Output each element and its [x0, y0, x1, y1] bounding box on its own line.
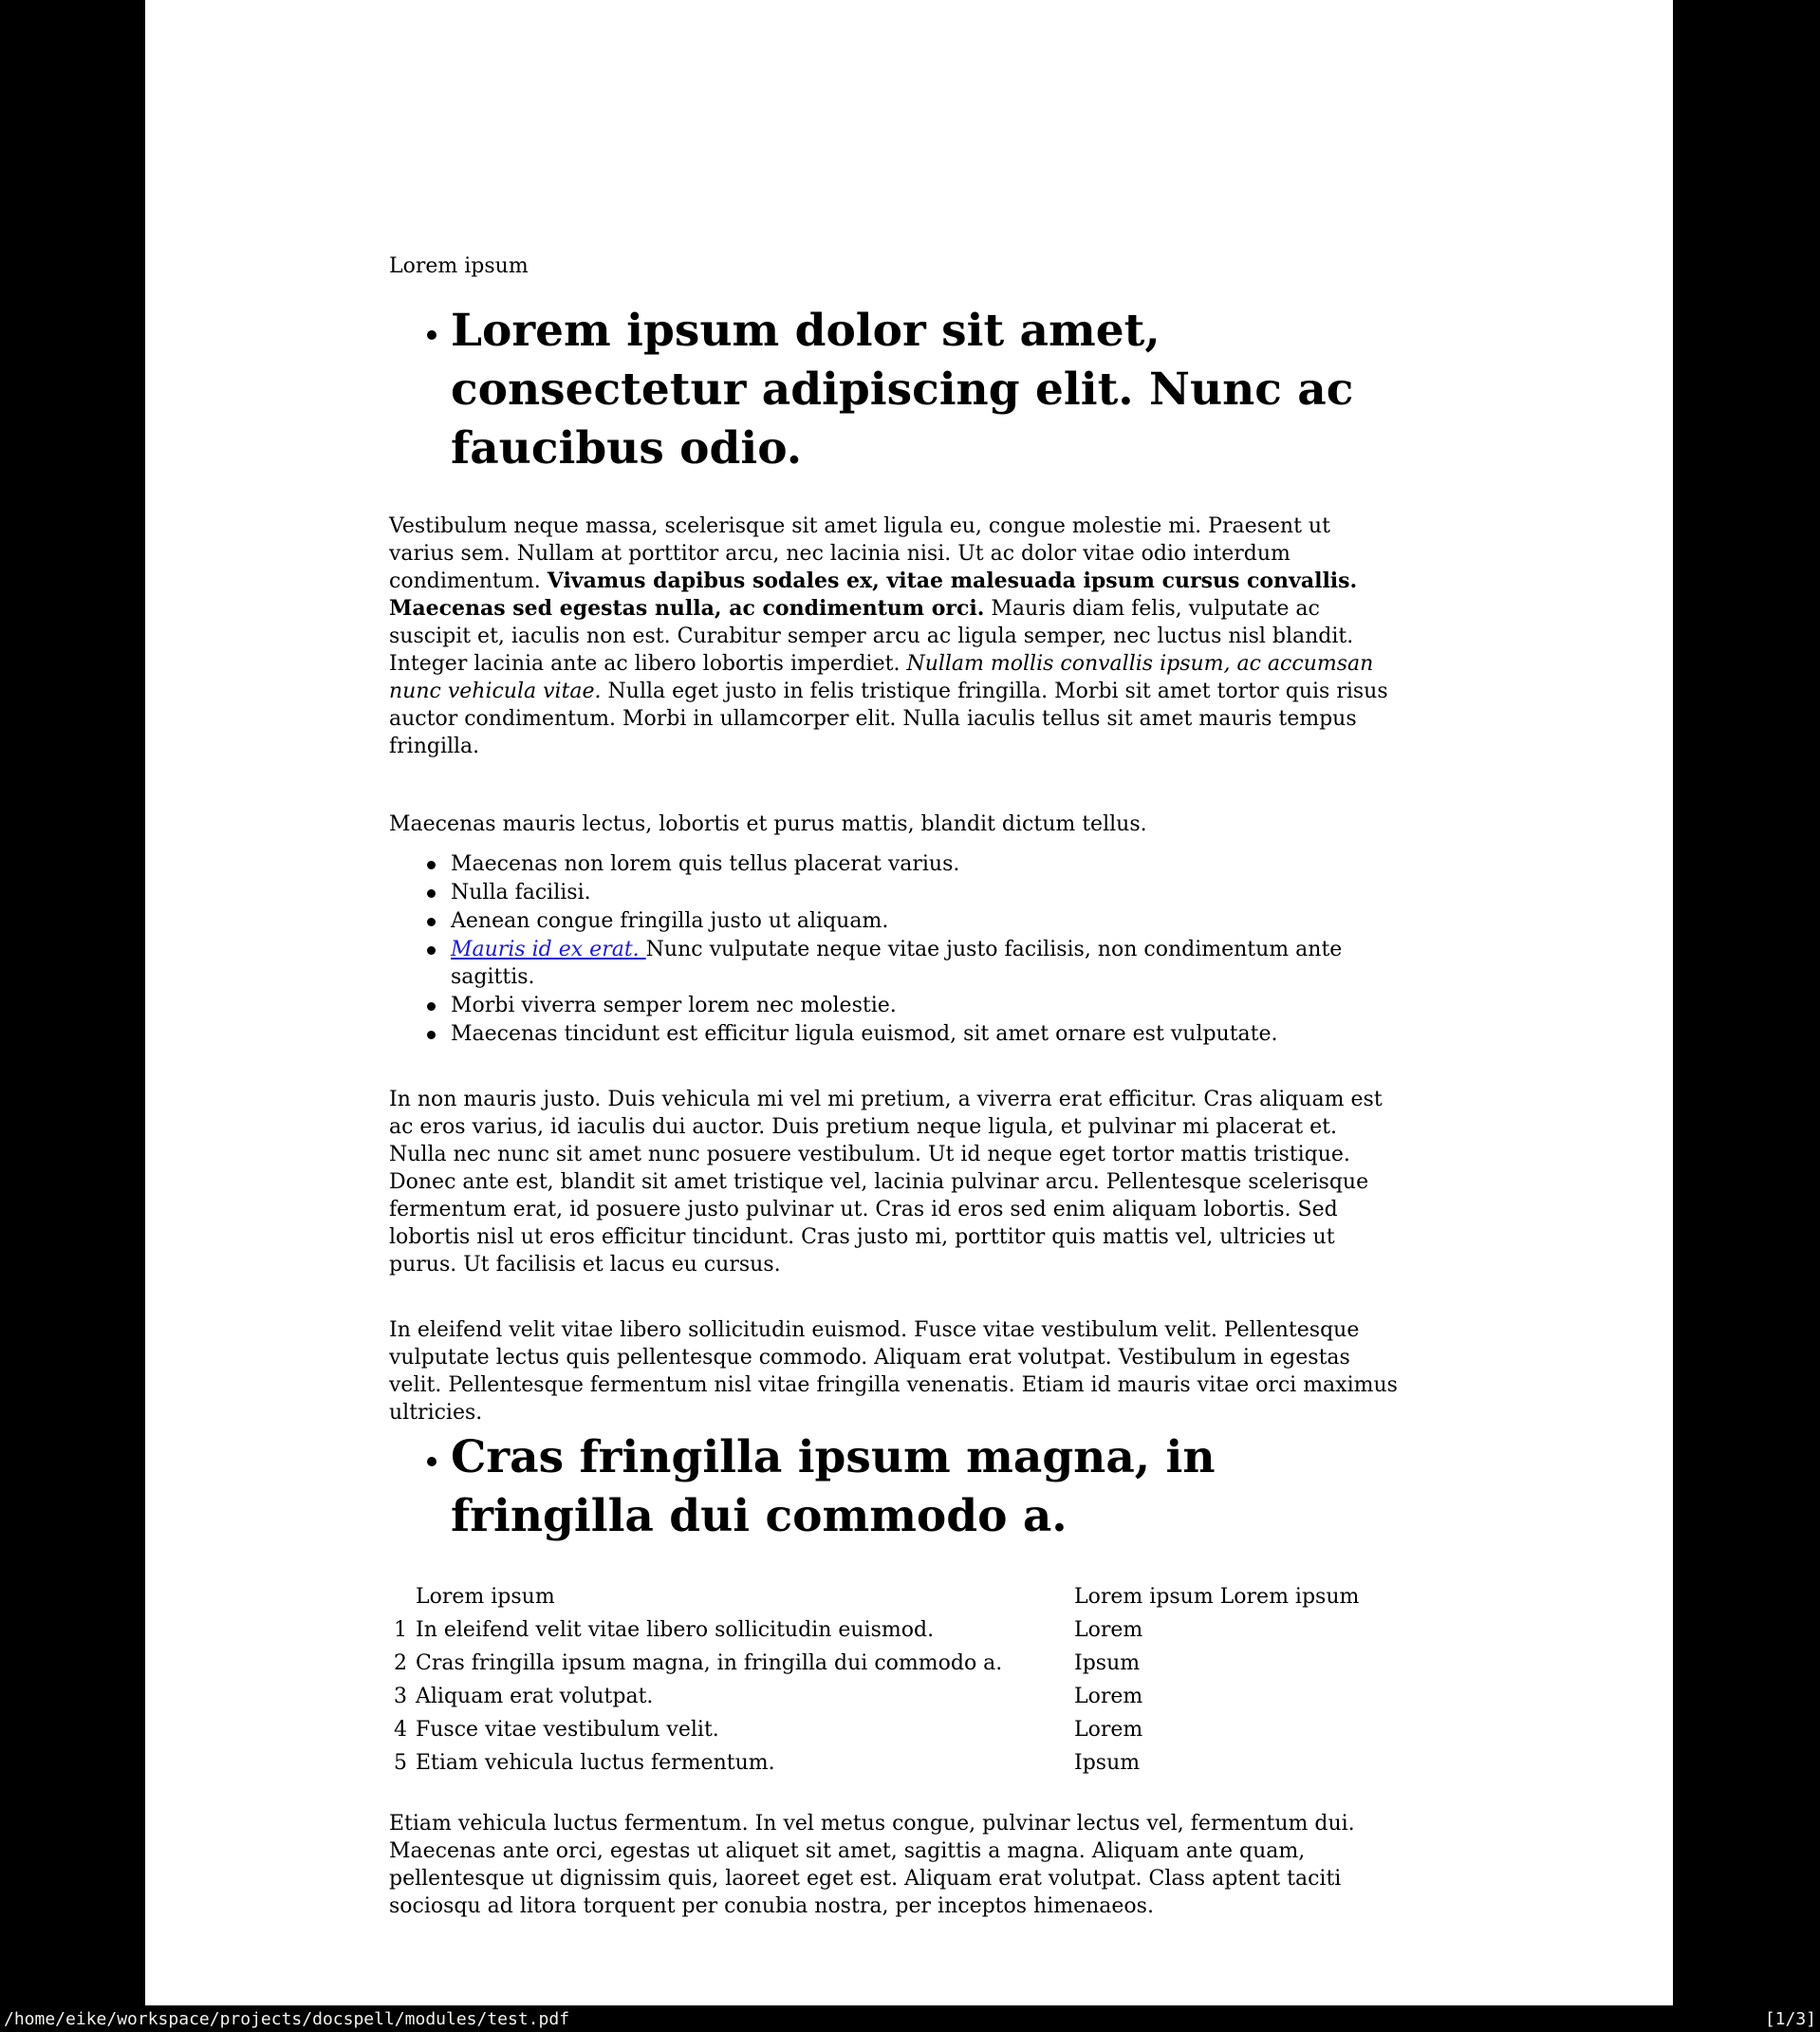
- table-row-num: 3: [394, 1685, 407, 1708]
- table-row-num: 5: [394, 1751, 407, 1775]
- list-item: [427, 879, 1400, 906]
- mauris-link[interactable]: Mauris id ex erat.: [451, 938, 646, 961]
- paragraph-1-text: Nulla eget justo in felis tristique fringilla. Morbi sit amet tortor quis risus auctor condimentum. Morbi in ullamcorper elit. Nulla iaculis tellus sit amet mauris tempus fringilla.: [389, 680, 1388, 758]
- paragraph-3: In non mauris justo. Duis vehicula mi vel mi pretium, a viverra erat efficitur. Cras aliquam est ac eros varius, id iaculis dui auctor. Duis pretium neque ligula, et pulvinar mi placerat et. Nulla nec nunc sit amet nunc posuere vestibulum. Ut id neque eget tortor mattis tristique. Donec ante est, blandit sit amet tristique vel, lacinia pulvinar arcu. Pellentesque scelerisque fermentum erat, id posuere justo pulvinar ut. Cras id eros sed enim aliquam lobortis. Sed lobortis nisl ut eros efficitur tincidunt. Cras justo mi, porttitor quis mattis vel, ultricies ut purus. Ut facilisis et lacus eu cursus.: [389, 1088, 1383, 1277]
- bullet-icon: [427, 1002, 436, 1011]
- heading-1: [427, 302, 1407, 478]
- table-row: [394, 1680, 1400, 1713]
- table-row-value: Ipsum: [1074, 1651, 1141, 1675]
- list-item-text: Morbi viverra semper lorem nec molestie.: [451, 994, 897, 1017]
- pdf-page: [145, 0, 1673, 2005]
- page-indicator: [1/3]: [1764, 2008, 1816, 2029]
- doc-label: Lorem ipsum: [389, 254, 529, 278]
- table-row-text: Cras fringilla ipsum magna, in fringilla dui commodo a.: [416, 1651, 1003, 1675]
- list-item: [427, 850, 1400, 878]
- table-row: [394, 1746, 1400, 1780]
- heading-2-text: [451, 1428, 1216, 1546]
- list-item-text: Maecenas non lorem quis tellus placerat varius.: [451, 852, 960, 876]
- list-item: [427, 1020, 1400, 1048]
- paragraph-1: [389, 513, 1400, 760]
- table-row: [394, 1647, 1400, 1680]
- list-item-text: Nunc vulputate neque vitae justo facilisis, non condimentum ante sagittis.: [451, 938, 1343, 989]
- table-row-text: Fusce vitae vestibulum velit.: [416, 1718, 719, 1742]
- list-item-text: Maecenas tincidunt est efficitur ligula euismod, sit amet ornare est vulputate.: [451, 1022, 1278, 1046]
- heading-2-line: Cras fringilla ipsum magna, in: [451, 1431, 1216, 1483]
- heading-2: [427, 1428, 1407, 1546]
- table-row-text: In eleifend velit vitae libero sollicitudin euismod.: [416, 1618, 935, 1642]
- paragraph-4: In eleifend velit vitae libero sollicitudin euismod. Fusce vitae vestibulum velit. Pellentesque vulputate lectus quis pellentesque commodo. Aliquam erat volutpat. Vestibulum in egestas velit. Pellentesque fermentum nisl vitae fringilla venenatis. Etiam id mauris vitae orci maximus ultricies.: [389, 1318, 1398, 1425]
- paragraph-5: Etiam vehicula luctus fermentum. In vel metus congue, pulvinar lectus vel, fermentum dui. Maecenas ante orci, egestas ut aliquet sit amet, sagittis a magna. Aliquam ante quam, pellentesque ut dignissim quis, laoreet eget est. Aliquam erat volutpat. Class aptent taciti sociosqu ad litora torquent per conubia nostra, per inceptos himenaeos.: [389, 1812, 1355, 1918]
- paragraph-1-text: Vestibulum neque massa, scelerisque sit amet ligula eu, congue molestie mi. Praesent ut varius sem. Nullam at porttitor arcu, nec lacinia nisi. Ut ac dolor vitae odio interdum condimentum.: [389, 514, 1330, 593]
- table-row-text: Aliquam erat volutpat.: [416, 1685, 654, 1708]
- bullet-icon: [427, 1031, 436, 1039]
- bullet-icon: [427, 1457, 436, 1466]
- bullet-icon: [427, 918, 436, 926]
- heading-1-line: faucibus odio.: [451, 422, 803, 475]
- table-row-value: Lorem: [1074, 1718, 1143, 1742]
- paragraph-1-bold-text: Vivamus dapibus sodales ex, vitae malesuada ipsum cursus convallis. Maecenas sed egestas nulla, ac condimentum orci.: [389, 569, 1358, 621]
- heading-2-line: fringilla dui commodo a.: [451, 1490, 1068, 1542]
- table-row-value: Ipsum: [1074, 1751, 1141, 1775]
- list-item-text: [451, 936, 1400, 991]
- file-path: /home/eike/workspace/projects/docspell/modules/test.pdf: [4, 2008, 570, 2029]
- table-header-num: [394, 1580, 405, 1613]
- list-item-text: Nulla facilisi.: [451, 881, 591, 904]
- paragraph-1-italic-text: Nullam mollis convallis ipsum, ac accumsan nunc vehicula vitae.: [389, 652, 1374, 703]
- table-row: [394, 1613, 1400, 1647]
- table-header-col2: Lorem ipsum Lorem ipsum: [1074, 1585, 1360, 1609]
- table-row-num: 2: [394, 1651, 407, 1675]
- list-item: [427, 936, 1400, 991]
- heading-1-text: [451, 302, 1353, 478]
- bullet-icon: [427, 861, 436, 869]
- table-header-col1: Lorem ipsum: [416, 1585, 555, 1609]
- paragraph-1-text: Mauris diam felis, vulputate ac suscipit et, iaculis non est. Curabitur semper arcu ac ligula semper, nec luctus nisl blandit. Integer lacinia ante ac libero lobortis imperdiet.: [389, 597, 1354, 676]
- table-row: [394, 1713, 1400, 1746]
- bullet-icon: [427, 946, 436, 955]
- table-row-value: Lorem: [1074, 1685, 1143, 1708]
- bullet-icon: [427, 889, 436, 898]
- heading-1-line: consectetur adipiscing elit. Nunc ac: [451, 364, 1354, 416]
- list-item: [427, 992, 1400, 1019]
- list-item: [427, 907, 1400, 935]
- list-item-text: Aenean congue fringilla justo ut aliquam.: [451, 909, 889, 933]
- heading-1-line: Lorem ipsum dolor sit amet,: [451, 305, 1161, 357]
- bullet-list: [427, 850, 1400, 1048]
- bullet-icon: [427, 330, 436, 340]
- table-row-text: Etiam vehicula luctus fermentum.: [416, 1751, 775, 1775]
- table-row-value: Lorem: [1074, 1618, 1143, 1642]
- table-row-num: 4: [394, 1718, 407, 1742]
- table-row-num: 1: [394, 1618, 407, 1642]
- table-header-row: [394, 1580, 1400, 1613]
- status-bar: [0, 2005, 1820, 2032]
- data-table: [394, 1580, 1400, 1780]
- paragraph-2: Maecenas mauris lectus, lobortis et purus mattis, blandit dictum tellus.: [389, 812, 1147, 836]
